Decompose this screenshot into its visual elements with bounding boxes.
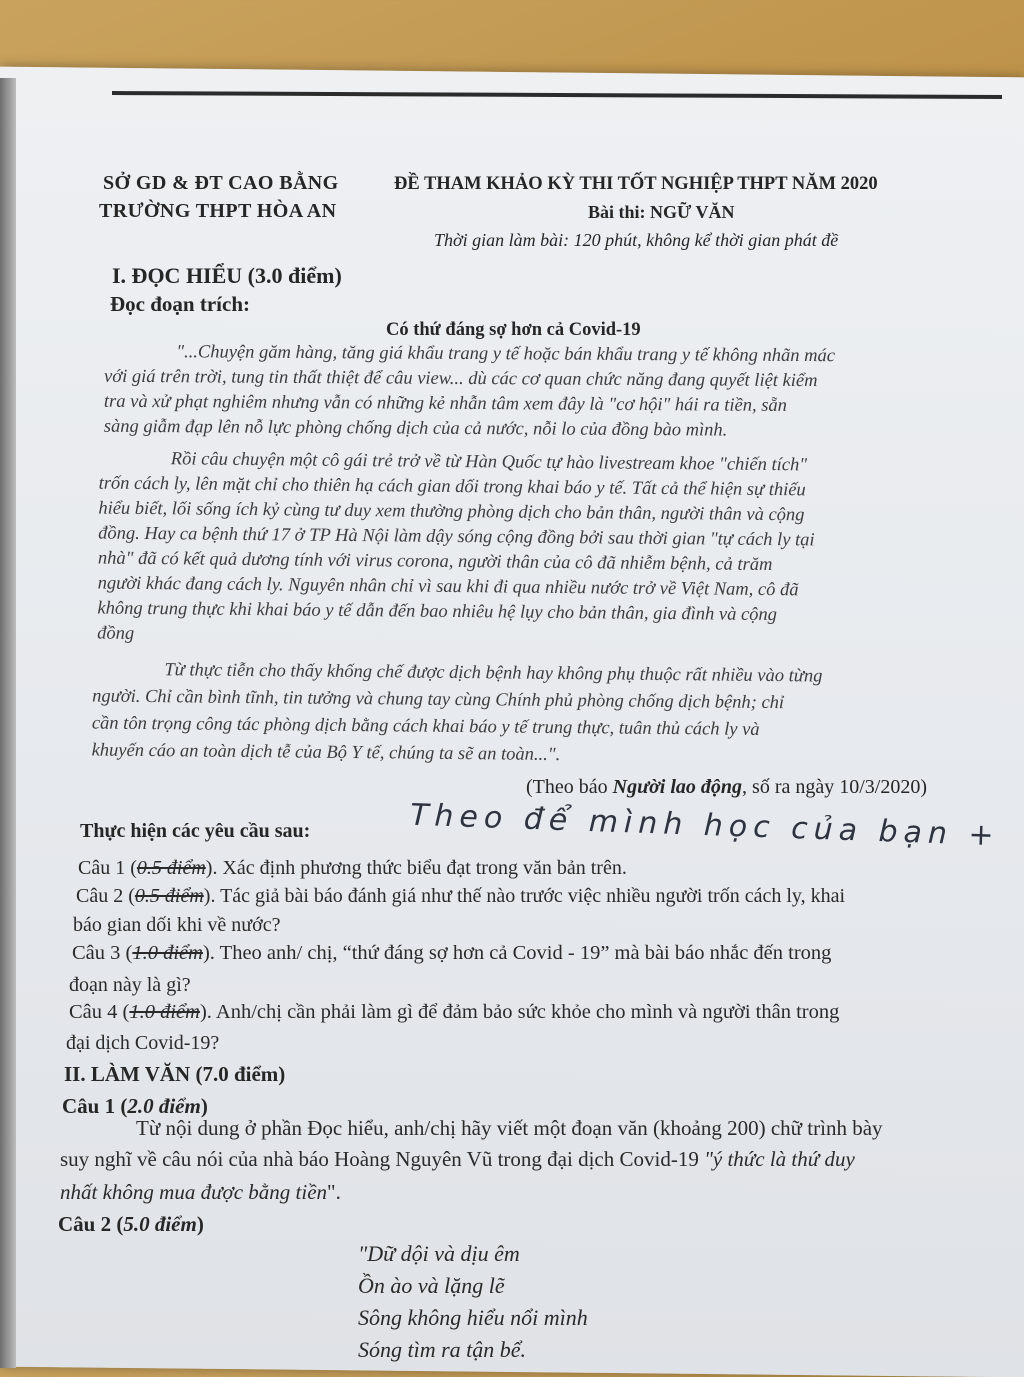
exam-title: ĐỀ THAM KHẢO KỲ THI TỐT NGHIỆP THPT NĂM 2020 [394, 174, 878, 194]
passage-line: người khác đang cách ly. Nguyên nhân chỉ vì sau khi đi qua nhiều nước trở về Việt Nam, cô đã [97, 573, 799, 601]
poem-line: Sóng tìm ra tận bể. [358, 1337, 527, 1362]
question-2: Câu 2 (0.5 điểm). Tác giả bài báo đánh giá như thế nào trước việc nhiều người trốn cách ly, khai [76, 885, 846, 907]
school-department: SỞ GD & ĐT CAO BẰNG [103, 172, 339, 194]
question-2-cont: báo gian dối khi về nước? [73, 914, 281, 936]
question-4-cont: đại dịch Covid-19? [66, 1032, 220, 1054]
passage-line: nhà" đã có kết quả dương tính với virus corona, người thân của cô đã nhiễm bệnh, cả trăm [97, 548, 773, 576]
question-points: 0.5 điểm [134, 885, 204, 907]
source-date: , số ra ngày 10/3/2020) [742, 776, 928, 798]
passage-line: hiểu biết, lối sống ích kỷ cùng tư duy xem thường phòng dịch cho bản thân, người thân và cộng [98, 498, 805, 526]
binder-edge [0, 78, 16, 1368]
question-3: Câu 3 (1.0 điểm). Theo anh/ chị, “thứ đáng sợ hơn cả Covid - 19” mà bài báo nhắc đến trong [72, 942, 832, 964]
exam-duration: Thời gian làm bài: 120 phút, không kể thời gian phát đề [434, 230, 839, 250]
passage-line: khuyến cáo an toàn dịch tễ của Bộ Y tế, chúng ta sẽ an toàn...". [91, 740, 561, 765]
question-3-cont: đoạn này là gì? [69, 974, 191, 996]
passage-line: đồng [97, 623, 135, 644]
passage-line: trốn cách ly, lên mặt chỉ cho thiên hạ cách gian dối trong khai báo y tế. Tất cả thể hiện sự thiếu [98, 473, 806, 501]
school-name: TRƯỜNG THPT HÒA AN [99, 200, 337, 222]
section-1-title: I. ĐỌC HIỂU (3.0 điểm) [112, 263, 342, 288]
question-4: Câu 4 (1.0 điểm). Anh/chị cần phải làm gì để đảm bảo sức khỏe cho mình và người thân trong [69, 1001, 840, 1023]
passage-paragraph-1 [104, 340, 835, 444]
question-1: Câu 1 (0.5 điểm). Xác định phương thức biểu đạt trong văn bản trên. [78, 857, 627, 879]
passage-line: đồng. Hay ca bệnh thứ 17 ở TP Hà Nội làm dậy sóng cộng đồng bởi sau thời gian "tự cách ly tại [98, 523, 815, 551]
tasks-heading: Thực hiện các yêu cầu sau: [80, 820, 311, 842]
source-newspaper: Người lao động [612, 776, 743, 798]
passage-title: Có thứ đáng sợ hơn cả Covid-19 [386, 320, 641, 340]
essay-question-1-line-3: nhất không mua được bằng tiền". [60, 1180, 341, 1204]
source-citation [526, 776, 927, 799]
passage-line: không trung thực khi khai báo y tế dẫn đến bao nhiêu hệ lụy cho bản thân, gia đình và cộng [97, 598, 778, 626]
section-2-title: II. LÀM VĂN (7.0 điểm) [64, 1062, 286, 1086]
question-points: 1.0 điểm [129, 1001, 200, 1023]
passage-line: sàng giẫm đạp lên nỗ lực phòng chống dịch của cả nước, nỗi lo của đồng bào mình. [103, 416, 728, 441]
source-prefix: (Theo báo [526, 776, 613, 798]
essay-question-1-line-2: suy nghĩ về câu nói của nhà báo Hoàng Nguyên Vũ trong đại dịch Covid-19 "ý thức là thứ duy [60, 1147, 855, 1171]
poem-line: Sông không hiểu nổi mình [358, 1305, 588, 1330]
question-points: 1.0 điểm [132, 942, 203, 964]
passage-line: Rồi câu chuyện một cô gái trẻ trở về từ Hàn Quốc tự hào livestream khoe "chiến tích" [170, 449, 808, 476]
exam-subject: Bài thi: NGỮ VĂN [588, 202, 735, 222]
passage-paragraph-2 [97, 447, 815, 654]
passage-paragraph-3 [91, 656, 822, 771]
poem-line: Ồn ào và lặng lẽ [358, 1273, 505, 1298]
section-1-subtitle: Đọc đoạn trích: [110, 292, 250, 316]
passage-line: tra và xử phạt nghiêm nhưng vẫn có những kẻ nhẫn tâm xem đây là "cơ hội" hái ra tiền, sẵn [103, 391, 788, 416]
passage-line: "...Chuyện găm hàng, tăng giá khẩu trang y tế hoặc bán khẩu trang y tế không nhãn mác [176, 342, 836, 367]
essay-question-1-label: Câu 1 (2.0 điểm) [62, 1094, 208, 1118]
poem-line: "Dữ dội và dịu êm [358, 1241, 520, 1266]
passage-line: người. Chỉ cần bình tĩnh, tin tưởng và chung tay cùng Chính phủ phòng chống dịch bệnh; chỉ [92, 686, 785, 714]
handwritten-note: Theo để mình học của bạn + [409, 797, 1001, 854]
passage-line: cần tôn trọng công tác phòng dịch bằng cách khai báo y tế trung thực, tuân thủ cách ly và [91, 713, 760, 740]
passage-line: với giá trên trời, tung tin thất thiệt để câu view... dù các cơ quan chức năng đang quyết liệt kiểm [104, 366, 818, 392]
essay-question-1-line-1: Từ nội dung ở phần Đọc hiểu, anh/chị hãy viết một đoạn văn (khoảng 200) chữ trình bày [136, 1116, 883, 1140]
passage-line: Từ thực tiễn cho thấy khống chế được dịch bệnh hay không phụ thuộc rất nhiều vào từng [164, 660, 823, 687]
essay-question-2-label: Câu 2 (5.0 điểm) [58, 1212, 204, 1236]
question-points: 0.5 điểm [136, 857, 206, 879]
poem-excerpt [358, 1238, 588, 1366]
